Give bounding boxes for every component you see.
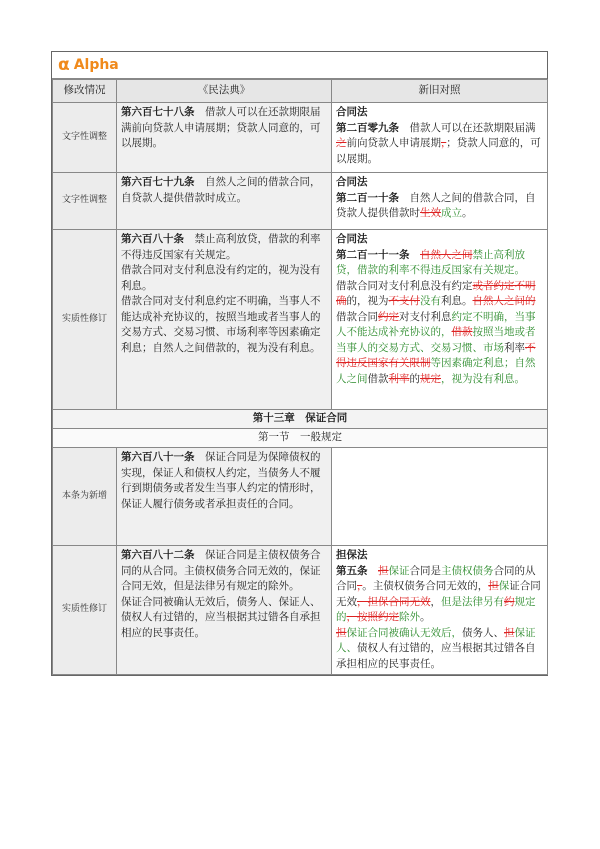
table-row <box>53 546 548 675</box>
civil-code-cell <box>117 546 332 675</box>
diff-text: 借款合同 <box>336 310 378 323</box>
status-cell: 文字性调整 <box>53 103 117 173</box>
diff-text: 债务人、 <box>462 626 504 639</box>
diff-text: 借款人可以在还款期限届满 <box>409 121 536 134</box>
diff-deleted: 担 <box>488 580 499 592</box>
old-law-name: 担保法 <box>336 549 368 561</box>
diff-inserted: 保 <box>498 580 510 592</box>
article-paragraph: 借款合同对支付利息没有约定的，视为没有利息。 <box>121 264 321 292</box>
diff-inserted: 按照当地或者当事人的交易方式、交易习惯、市场 <box>336 326 536 354</box>
article-text: 保证合同是主债权债务合同的从合同。主债权债务合同无效的，保证合同无效，但是法律另有规定的除外。 <box>121 549 321 592</box>
old-law-cell <box>332 546 548 675</box>
article-number: 第六百七十八条 <box>121 106 195 118</box>
brand-bar <box>52 52 547 79</box>
comparison-table <box>52 79 548 675</box>
diff-inserted: 除外 <box>399 611 420 623</box>
diff-deleted: 之 <box>336 137 347 149</box>
brand-name: Alpha <box>73 57 119 73</box>
old-law-name: 合同法 <box>336 233 368 245</box>
diff-text: 合同的从合同 <box>336 564 536 592</box>
article-number: 第六百八十条 <box>121 233 184 245</box>
table-row <box>53 448 548 546</box>
header-status: 修改情况 <box>53 80 117 103</box>
diff-text: 证合同无效 <box>336 580 541 608</box>
article-text: 自然人之间的借款合同，自贷款人提供借款时成立。 <box>121 176 321 204</box>
diff-deleted: 或者约定不明确 <box>336 279 536 307</box>
diff-inserted: 保证 <box>388 564 410 577</box>
diff-deleted: 约 <box>504 595 515 608</box>
diff-inserted: 主债权债务 <box>441 564 494 577</box>
article-paragraph: 借款合同对支付利息约定不明确，当事人不能达成补充协议的，按照当地或者当事人的交易方式、交易习惯、市场利率等因素确定利息；自然人之间借款的，视为没有利息。 <box>121 295 321 354</box>
diff-text: 利息。 <box>441 295 473 307</box>
document-table <box>51 51 548 676</box>
diff-text: 的，视为 <box>346 295 389 307</box>
section-row <box>53 429 548 448</box>
header-row <box>53 80 548 103</box>
diff-deleted: 借款 <box>451 326 473 338</box>
civil-code-cell <box>117 448 332 546</box>
diff-deleted: 约定 <box>378 310 399 323</box>
diff-text: 自然人之间的借款合同，自贷款人提供借款时 <box>336 191 536 219</box>
old-law-cell <box>332 103 548 173</box>
diff-deleted: 不得违反国家有关限制 <box>336 341 536 369</box>
chapter-title: 第十三章 保证合同 <box>53 410 548 429</box>
old-article-number: 第二百一十一条 <box>336 248 410 261</box>
diff-text: ；贷款人同意的，可以展期。 <box>336 137 541 165</box>
diff-text: 前向贷款人申请展期 <box>346 137 441 149</box>
table-row <box>53 173 548 230</box>
diff-text: 对支付利息 <box>399 310 452 323</box>
alpha-logo-icon: α <box>58 55 70 75</box>
chapter-row <box>53 410 548 429</box>
old-law-cell-empty <box>332 448 548 546</box>
diff-inserted: 保证人、 <box>336 626 536 654</box>
diff-inserted: 禁止高利放贷，借款的利率不得违反国家有关规定。 <box>336 248 525 276</box>
diff-text: 。 <box>420 611 431 623</box>
civil-code-cell <box>117 230 332 410</box>
status-cell: 本条为新增 <box>53 448 117 546</box>
diff-deleted: 担 <box>336 626 347 639</box>
old-law-name: 合同法 <box>336 176 368 188</box>
diff-inserted: 成立 <box>441 207 462 219</box>
diff-text: ， <box>430 595 441 608</box>
diff-inserted: 约定不明确，当事人不能达成补充协议的， <box>336 310 536 338</box>
diff-text: 债权人有过错的，应当根据其过错各自承担相应的民事责任。 <box>336 642 536 670</box>
article-number: 第六百七十九条 <box>121 176 195 188</box>
diff-deleted: 担 <box>378 564 389 577</box>
diff-deleted: ，担保合同无效 <box>357 595 431 608</box>
diff-deleted: 担 <box>504 626 515 639</box>
status-cell: 实质性修订 <box>53 546 117 675</box>
article-text: 禁止高利放贷，借款的利率不得违反国家有关规定。 <box>121 233 321 261</box>
article-text: 借款人可以在还款期限届满前向贷款人申请展期；贷款人同意的，可以展期。 <box>121 106 321 149</box>
status-cell: 实质性修订 <box>53 230 117 410</box>
diff-text: 借款 <box>367 372 389 385</box>
diff-deleted: ，按照约定 <box>346 611 399 623</box>
diff-deleted: 生效 <box>420 207 441 219</box>
header-civil-code: 《民法典》 <box>117 80 332 103</box>
diff-deleted: 规定 <box>420 372 441 385</box>
old-law-name: 合同法 <box>336 106 368 118</box>
header-comparison: 新旧对照 <box>332 80 548 103</box>
diff-deleted: ， <box>357 580 363 592</box>
diff-text: 合同是 <box>409 564 441 577</box>
article-text: 保证合同是为保障债权的实现，保证人和债权人约定，当债务人不履行到期债务或者发生当事人约定的情形时，保证人履行债务或者承担责任的合同。 <box>121 451 321 510</box>
article-paragraph: 保证合同被确认无效后，债务人、保证人、债权人有过错的，应当根据其过错各自承担相应的民事责任。 <box>121 595 321 639</box>
diff-inserted: 规定的 <box>336 595 536 623</box>
old-law-cell <box>332 173 548 230</box>
table-row <box>53 103 548 173</box>
section-title: 第一节 一般规定 <box>53 429 548 448</box>
diff-text: 利率 <box>504 341 525 354</box>
old-article-number: 第二百零九条 <box>336 121 399 134</box>
old-article-number: 第五条 <box>336 564 368 577</box>
diff-deleted: ， <box>441 137 447 149</box>
old-article-number: 第二百一十条 <box>336 191 399 204</box>
article-number: 第六百八十二条 <box>121 549 195 561</box>
old-law-cell <box>332 230 548 410</box>
diff-inserted: 等因素确定利息；自然人之间 <box>336 357 536 385</box>
diff-deleted: 利率 <box>388 372 410 385</box>
diff-deleted: 不支付 <box>388 295 420 307</box>
diff-text: 。主债权债务合同无效的， <box>362 580 489 592</box>
status-cell: 文字性调整 <box>53 173 117 230</box>
diff-inserted: 保证合同被确认无效后， <box>346 626 462 639</box>
diff-text: 的 <box>409 372 420 385</box>
diff-deleted: 自然人之间 <box>420 248 473 261</box>
civil-code-cell <box>117 103 332 173</box>
article-number: 第六百八十一条 <box>121 451 195 463</box>
diff-deleted: 自然人之间的 <box>472 295 536 307</box>
table-row <box>53 230 548 410</box>
diff-text: 借款合同对支付利息没有约定 <box>336 279 473 292</box>
diff-inserted: 没有 <box>420 295 441 307</box>
diff-inserted: 但是法律另有 <box>441 595 504 608</box>
civil-code-cell <box>117 173 332 230</box>
diff-text: 。 <box>462 207 473 219</box>
diff-inserted: ，视为没有利息。 <box>441 372 525 385</box>
